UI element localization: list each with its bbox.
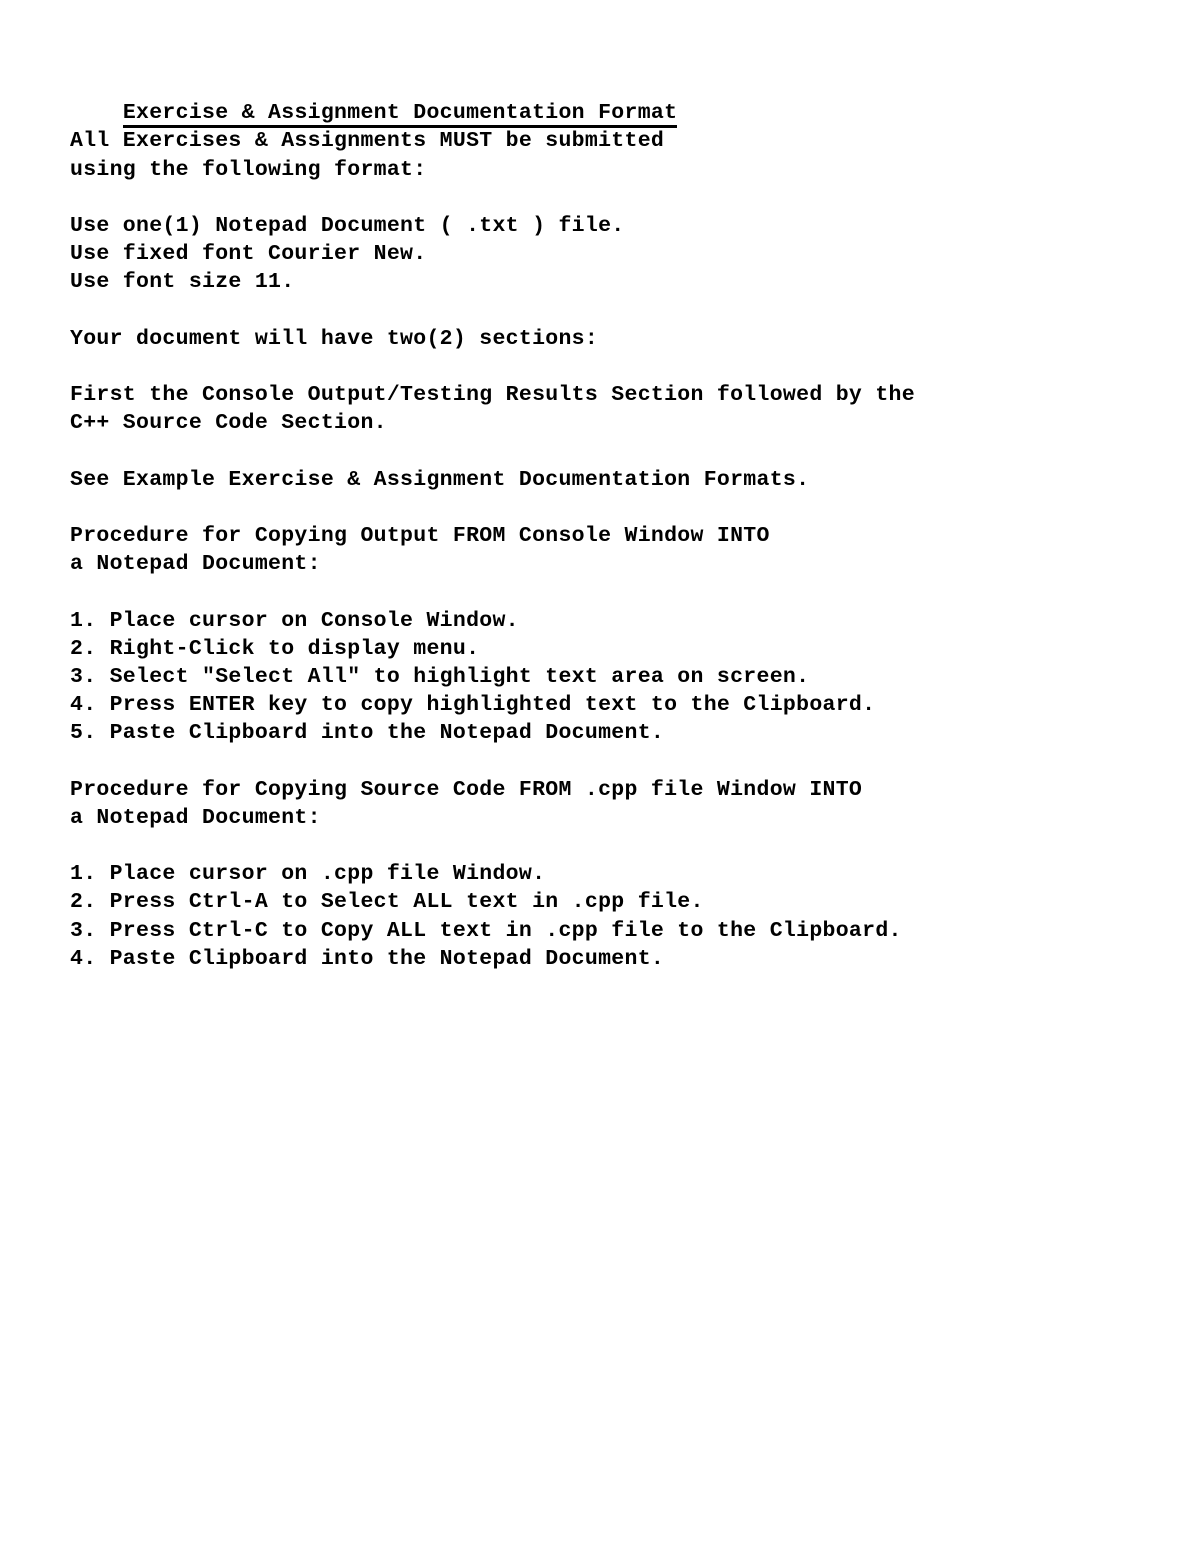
spacer xyxy=(70,578,1170,606)
document-page xyxy=(70,71,1170,973)
procedure-source-heading: Procedure for Copying Source Code FROM .cpp file Window INTO xyxy=(70,777,863,802)
sections-intro: Your document will have two(2) sections: xyxy=(70,326,599,351)
procedure-console-step: 1. Place cursor on Console Window. xyxy=(70,608,519,633)
procedure-console-step: 5. Paste Clipboard into the Notepad Document. xyxy=(70,721,665,746)
format-rule: Use fixed font Courier New. xyxy=(70,242,427,267)
procedure-source-step: 3. Press Ctrl-C to Copy ALL text in .cpp file to the Clipboard. xyxy=(70,918,902,943)
intro-line: using the following format: xyxy=(70,157,427,182)
title-line xyxy=(70,71,1170,126)
spacer xyxy=(70,297,1170,325)
format-rule: Use font size 11. xyxy=(70,270,295,295)
document-title: Exercise & Assignment Documentation Format xyxy=(123,101,678,128)
intro-line: All Exercises & Assignments MUST be submitted xyxy=(70,129,665,154)
procedure-console-heading: a Notepad Document: xyxy=(70,552,321,577)
format-rule: Use one(1) Notepad Document ( .txt ) file. xyxy=(70,213,625,238)
sections-order-line: C++ Source Code Section. xyxy=(70,411,387,436)
procedure-console-step: 2. Right-Click to display menu. xyxy=(70,636,480,661)
spacer xyxy=(70,748,1170,776)
procedure-console-step: 4. Press ENTER key to copy highlighted text to the Clipboard. xyxy=(70,693,876,718)
see-example-line: See Example Exercise & Assignment Documentation Formats. xyxy=(70,467,810,492)
procedure-source-step: 2. Press Ctrl-A to Select ALL text in .cpp file. xyxy=(70,890,704,915)
procedure-console-step: 3. Select "Select All" to highlight text area on screen. xyxy=(70,664,810,689)
procedure-source-step: 4. Paste Clipboard into the Notepad Document. xyxy=(70,946,665,971)
spacer xyxy=(70,184,1170,212)
procedure-source-step: 1. Place cursor on .cpp file Window. xyxy=(70,862,546,887)
spacer xyxy=(70,437,1170,465)
spacer xyxy=(70,494,1170,522)
spacer xyxy=(70,832,1170,860)
procedure-console-heading: Procedure for Copying Output FROM Console Window INTO xyxy=(70,524,770,548)
procedure-source-heading: a Notepad Document: xyxy=(70,805,321,830)
sections-order-line: First the Console Output/Testing Results Section followed by the xyxy=(70,383,915,408)
spacer xyxy=(70,353,1170,381)
